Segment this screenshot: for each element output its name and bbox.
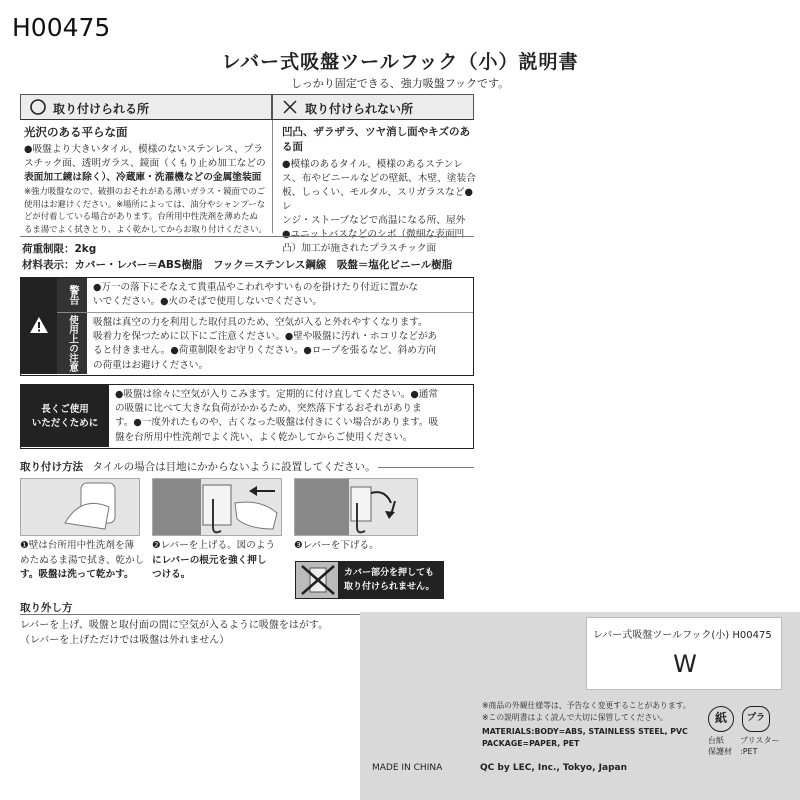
warning-line: ●万一の落下にそなえて貴重品やこわれやすいものを掛けたり付近に置かな bbox=[93, 282, 418, 293]
step-line: す。吸盤は洗って乾かす。 bbox=[20, 569, 134, 580]
caution-badge bbox=[295, 561, 444, 599]
removal-text bbox=[20, 618, 328, 648]
not-attachable-line: ス、布やビニールなどの壁紙、木壁、塗装合 bbox=[282, 173, 476, 184]
color-code: W bbox=[673, 650, 697, 678]
attachable-note: るま湯でよく拭きとり、よく乾かしてからお取り付けください。 bbox=[24, 223, 267, 234]
lever-up-icon bbox=[153, 479, 281, 535]
install-header bbox=[20, 459, 376, 474]
attachable-line: ●吸盤より大きいタイル、模様のないステンレス、プラ bbox=[24, 144, 264, 155]
attachable-note: 使用はお避けください。※場所によっては、油分やシャンプーな bbox=[24, 198, 266, 209]
step-line: めたぬるま湯で拭き、乾かし bbox=[20, 554, 145, 566]
prohibited-icon bbox=[296, 562, 338, 598]
paper-labels bbox=[708, 735, 732, 757]
package-note: ※この説明書はよく読んで大切に保管してください。 bbox=[482, 712, 668, 722]
longuse-line: の吸盤に比べて大きな負荷がかかるため、突然落下するおそれがありま bbox=[115, 403, 422, 415]
warning-line: いでください。●火のそばで使用しないでください。 bbox=[93, 296, 323, 308]
warning-triangle-icon bbox=[29, 316, 49, 334]
page-subtitle: しっかり固定できる、強力吸盤フックです。 bbox=[290, 77, 510, 90]
step-line: にレバーの根元を強く押し bbox=[152, 554, 267, 566]
cross-icon bbox=[281, 98, 299, 116]
longuse-label-line: いただくために bbox=[31, 418, 99, 429]
caution-line: 吸盤は真空の力を利用した取付具のため、空気が入ると外れやすくなります。 bbox=[93, 317, 428, 328]
company-name: QC by LEC, Inc., Tokyo, Japan bbox=[480, 763, 627, 773]
paper-label: 保護材 bbox=[708, 747, 732, 756]
not-attachable-line: ンジ・ストーブなどで高温になる所、屋外 bbox=[282, 215, 466, 226]
plastic-label: ブリスター bbox=[740, 736, 780, 745]
step3-illustration bbox=[294, 478, 418, 536]
attachable-heading: 光沢のある平らな面 bbox=[24, 125, 128, 139]
attachable-note: ※強力吸盤なので、破損のおそれがある薄いガラス・鏡面でのご bbox=[24, 186, 266, 196]
longuse-label-line: 長くご使用 bbox=[41, 404, 89, 415]
package-panel bbox=[360, 612, 800, 800]
longuse-line: 盤を台所用中性洗剤でよく洗い、よく乾かしてからご使用ください。 bbox=[115, 431, 413, 443]
attachable-line: 表面加工鏡は除く）、冷蔵庫・洗濯機などの金属塗装面 bbox=[24, 172, 262, 183]
caution-label: 使用上の注意 bbox=[57, 312, 87, 374]
warning-icon-cell bbox=[21, 278, 57, 374]
attachable-section bbox=[24, 124, 270, 235]
removal-label: 取り外し方 bbox=[20, 602, 73, 614]
longuse-line: す。●一度外れたものや、古くなった吸盤は付きにくい場合があります。吸 bbox=[115, 417, 439, 429]
warning-label: 警告 bbox=[57, 278, 87, 312]
package-materials bbox=[482, 726, 688, 749]
not-attachable-line: ●ユニットバスなどのシボ（微細な表面凹 bbox=[282, 229, 465, 240]
longuse-label bbox=[21, 385, 109, 447]
longuse-box bbox=[20, 384, 474, 449]
step2-text bbox=[152, 539, 288, 583]
plastic-labels bbox=[740, 735, 780, 757]
step3-text: ❸レバーを下げる。 bbox=[294, 540, 379, 551]
step2-illustration bbox=[152, 478, 282, 536]
install-rule bbox=[378, 467, 474, 468]
wiping-hand-icon bbox=[21, 479, 139, 535]
attachable-line: スチック面、透明ガラス、鏡面（くもり止め加工などの bbox=[24, 158, 266, 169]
circle-icon bbox=[29, 98, 47, 116]
not-attachable-header bbox=[272, 94, 474, 120]
made-in: MADE IN CHINA bbox=[372, 763, 443, 773]
removal-line: （レバーを上げただけでは吸盤は外れません） bbox=[20, 635, 230, 646]
not-attachable-line: 板、しっくい、モルタル、スリガラスなど●レ bbox=[282, 187, 473, 212]
paper-recycle-icon: 紙 bbox=[708, 706, 734, 732]
step-line: つける。 bbox=[152, 569, 191, 580]
caution-line: の荷重はお避けください。 bbox=[93, 359, 209, 371]
caution-badge-line: カバー部分を押しても bbox=[344, 568, 435, 578]
attachable-header-label: 取り付けられる所 bbox=[53, 102, 150, 116]
plastic-label: :PET bbox=[740, 747, 758, 756]
package-notes bbox=[482, 700, 691, 723]
warning-box bbox=[20, 277, 474, 376]
longuse-text bbox=[115, 388, 473, 445]
lever-down-icon bbox=[295, 479, 417, 535]
install-note: タイルの場合は目地にかからないように設置してください。 bbox=[92, 461, 376, 473]
section-divider bbox=[20, 236, 474, 237]
caution-badge-text bbox=[344, 566, 435, 594]
caution-badge-line: 取り付けられません。 bbox=[344, 582, 435, 592]
product-label-box bbox=[586, 617, 782, 690]
warning-text bbox=[93, 281, 473, 309]
not-attachable-heading: 凹凸、ザラザラ、ツヤ消し面やキズのある面 bbox=[282, 126, 470, 153]
product-label-name: レバー式吸盤ツールフック(小) H00475 bbox=[593, 630, 772, 641]
longuse-line: ●吸盤は徐々に空気が入りこみます。定期的に付け直してください。●通常 bbox=[115, 389, 438, 400]
plastic-recycle-icon: プラ bbox=[742, 706, 770, 732]
caution-illustration bbox=[296, 562, 338, 598]
step-line: ❷レバーを上げる。図のよう bbox=[152, 540, 276, 551]
paper-label: 台紙 bbox=[708, 736, 724, 745]
not-attachable-line: ●模様のあるタイル、模様のあるステンレ bbox=[282, 159, 463, 170]
page-title: レバー式吸盤ツールフック（小）説明書 bbox=[221, 51, 579, 73]
specs bbox=[22, 241, 482, 273]
step1-illustration bbox=[20, 478, 140, 536]
caution-line: 吸着力を保つために以下にご注意ください。●壁や吸盤に汚れ・ホコリなどがあ bbox=[93, 331, 438, 343]
not-attachable-header-label: 取り付けられない所 bbox=[305, 102, 414, 116]
caution-line: ると付きません。●荷重制限をお守りください。●ロープを張るなど、斜め方向 bbox=[93, 345, 437, 357]
not-attachable-line: 凸）加工が施されたプラスチック面 bbox=[282, 243, 437, 254]
materials: 材料表示：カバー・レバー＝ABS樹脂 フック＝ステンレス鋼線 吸盤＝塩化ビニール樹脂 bbox=[22, 259, 453, 271]
step-line: ❶壁は台所用中性洗剤を薄 bbox=[20, 540, 135, 551]
column-divider bbox=[272, 120, 273, 233]
removal-line: レバーを上げ、吸盤と取付面の間に空気が入るように吸盤をはがす。 bbox=[20, 620, 329, 631]
attachable-header bbox=[20, 94, 272, 120]
materials-line: MATERIALS:BODY=ABS, STAINLESS STEEL, PVC bbox=[482, 727, 688, 736]
warning-divider bbox=[87, 312, 473, 313]
install-label: 取り付け方法 bbox=[20, 461, 83, 473]
load-limit: 荷重制限：2kg bbox=[22, 243, 97, 255]
materials-line: PACKAGE=PAPER, PET bbox=[482, 738, 580, 748]
caution-text bbox=[93, 316, 473, 373]
package-note: ※商品の外観仕様等は、予告なく変更することがあります。 bbox=[482, 701, 691, 710]
attachable-note: どが付着している場合があります。台所用中性洗剤を薄めたぬ bbox=[24, 211, 258, 221]
step1-text bbox=[20, 539, 148, 583]
product-code: H00475 bbox=[12, 13, 111, 42]
